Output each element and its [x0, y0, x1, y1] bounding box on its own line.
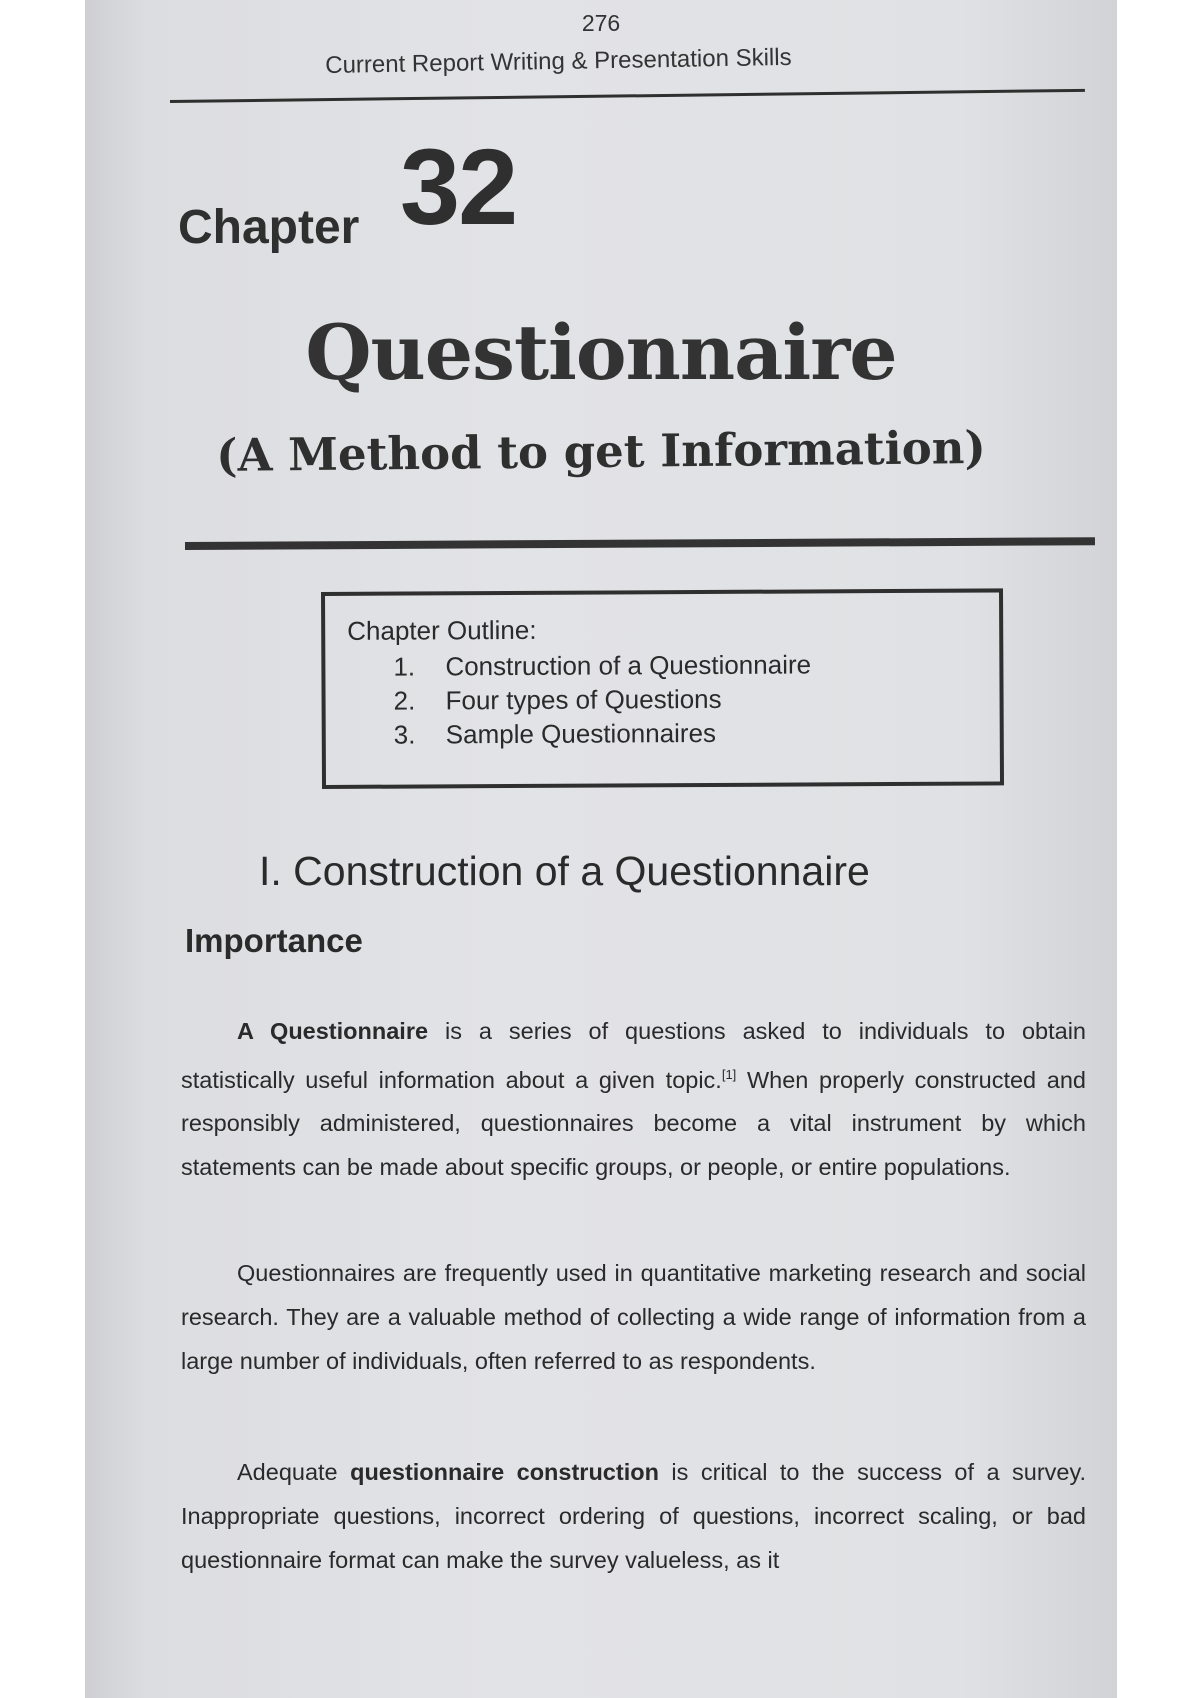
section-heading: I. Construction of a Questionnaire — [259, 848, 870, 894]
chapter-title: Questionnaire — [305, 308, 897, 397]
chapter-subtitle: (A Method to get Information) — [215, 420, 987, 483]
subsection-heading: Importance — [185, 922, 363, 959]
outline-item-text: Sample Questionnaires — [445, 717, 717, 750]
book-page — [85, 0, 1117, 1698]
chapter-label: Chapter — [178, 201, 360, 254]
header-divider — [170, 89, 1085, 103]
paragraph-construction — [181, 1450, 1086, 1582]
chapter-outline-box — [321, 588, 1004, 789]
outline-item-text: Four types of Questions — [445, 683, 722, 716]
running-title: Current Report Writing & Presentation Skills — [325, 43, 792, 79]
outline-item — [394, 715, 812, 751]
outline-list — [393, 647, 811, 751]
outline-item-number: 1. — [393, 651, 416, 682]
paragraph-text: When properly constructed and responsibly administered, questionnaires become a vital instrument by which statements can be made about specific groups, or people, or entire populations. — [181, 1066, 1086, 1181]
outline-item — [393, 647, 811, 683]
paragraph-text: Questionnaires are frequently used in quantitative marketing research and social research. They are a valuable method of collecting a wide range of information from a large number of individuals, often referred to as respondents. — [181, 1259, 1086, 1374]
paragraph-usage — [181, 1251, 1086, 1383]
paragraph-text: Adequate — [237, 1458, 351, 1485]
title-divider — [185, 537, 1095, 550]
citation-ref: [1] — [721, 1066, 737, 1082]
page-number: 276 — [581, 10, 621, 36]
chapter-number: 32 — [400, 126, 517, 247]
bold-term: A Questionnaire — [237, 1017, 429, 1044]
paragraph-definition — [181, 1009, 1086, 1190]
outline-item-number: 2. — [393, 685, 416, 716]
paragraph-text: is critical to the success of a survey. Inappropriate questions, incorrect ordering of questions, incorrect scaling, or bad questionnaire format can make the survey valueless, as it — [181, 1458, 1087, 1573]
outline-item-number: 3. — [393, 719, 416, 750]
outline-heading: Chapter Outline: — [347, 614, 537, 646]
bold-term: questionnaire construction — [350, 1458, 659, 1485]
outline-item — [393, 681, 811, 717]
outline-item-text: Construction of a Questionnaire — [445, 649, 812, 682]
paragraph-text: is a series of questions asked to individuals to obtain statistically useful information about a given topic. — [181, 1017, 1086, 1093]
